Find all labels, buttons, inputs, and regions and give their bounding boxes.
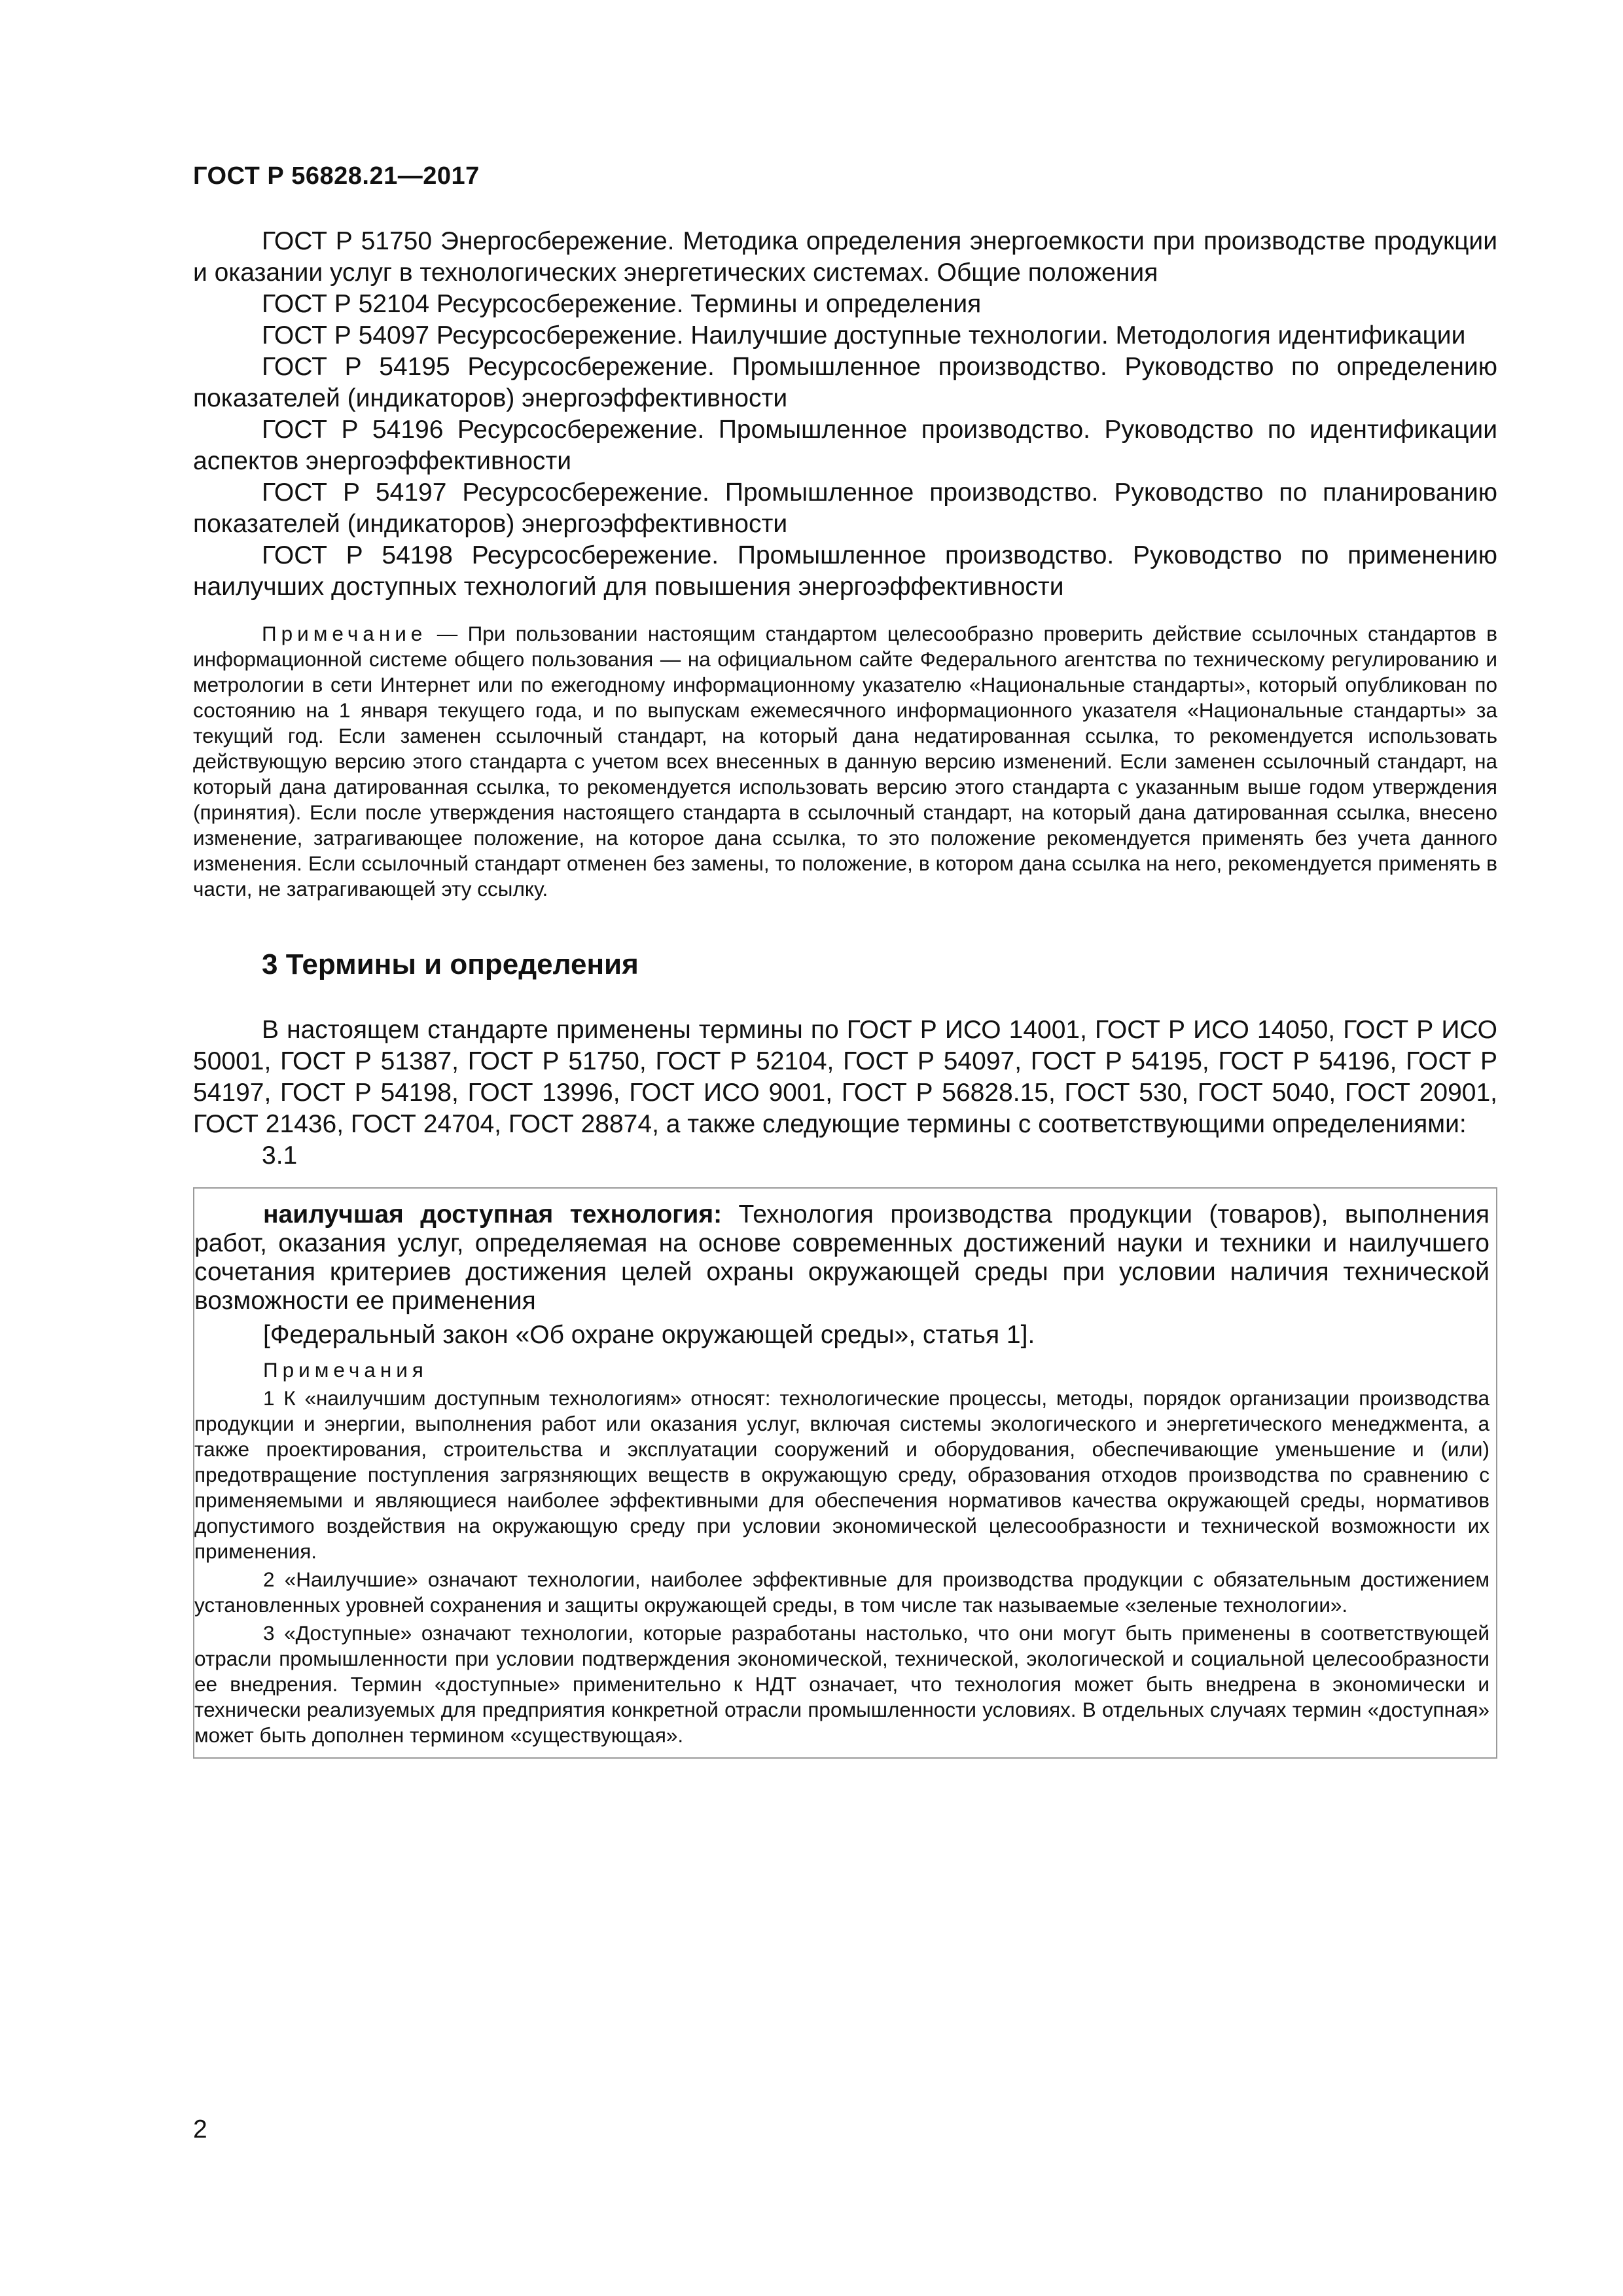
note-text: — При пользовании настоящим стандартом целесообразно проверить действие ссылочных стандартов в информационной системе общего пользования — на официальном сайте Федерального агентства по техническому регулированию и метрологии в сети Интернет или по ежегодному информационному указателю «Национальные стандарты», который опубликован по состоянию на 1 января текущего года, и по выпускам ежемесячного информационного указателя «Национальные стандарты» за текущий год. Если заменен ссылочный стандарт, на который дана недатированная ссылка, то рекомендуется использовать действующую версию этого стандарта с учетом всех внесенных в данную версию изменений. Если заменен ссылочный стандарт, на который дана датированная ссылка, то рекомендуется использовать версию этого стандарта с указанным выше годом утверждения (принятия). Если после утверждения настоящего стандарта в ссылочный стандарт, на который дана датированная ссылка, внесено изменение, затрагивающее положение, на которое дана ссылка, то это положение рекомендуется применять без учета данного изменения. Если ссылочный стандарт отменен без замены, то положение, в котором дана ссылка на него, рекомендуется применять в части, не затрагивающей эту ссылку.	[193, 622, 1497, 901]
reference-note	[193, 621, 1497, 902]
reference-item: ГОСТ Р 51750 Энергосбережение. Методика определения энергоемкости при производстве продукции и оказании услуг в технологических энергетических системах. Общие положения	[193, 227, 1497, 287]
reference-item: ГОСТ Р 54097 Ресурсосбережение. Наилучшие доступные технологии. Методология идентификации	[262, 321, 1466, 350]
reference-item: ГОСТ Р 54196 Ресурсосбережение. Промышленное производство. Руководство по идентификации аспектов энергоэффективности	[193, 416, 1497, 475]
term-note: 1 К «наилучшим доступным технологиям» относят: технологические процессы, методы, порядок организации производства продукции и энергии, выполнения работ или оказания услуг, включая системы экологического и энергетического менеджмента, а также проектирования, строительства и эксплуатации сооружений и оборудования, обеспечивающие уменьшение и (или) предотвращение поступления загрязняющих веществ в окружающую среду, образования отходов производства по сравнению с применяемыми и являющиеся наиболее эффективными для обеспечения нормативов качества окружающей среды, нормативов допустимого воздействия на окружающую среду при условии экономической целесообразности и технической возможности их применения.	[194, 1386, 1489, 1563]
reference-item: ГОСТ Р 52104 Ресурсосбережение. Термины и определения	[262, 290, 982, 318]
term-name: наилучшая доступная технология:	[263, 1200, 722, 1229]
note-label: Примечание	[262, 622, 427, 645]
reference-item: ГОСТ Р 54195 Ресурсосбережение. Промышленное производство. Руководство по определению показателей (индикаторов) энергоэффективности	[193, 353, 1497, 412]
term-definition	[194, 1200, 1489, 1316]
term-number: 3.1	[262, 1141, 298, 1170]
section-intro: В настоящем стандарте применены термины по ГОСТ Р ИСО 14001, ГОСТ Р ИСО 14050, ГОСТ Р ИСО 50001, ГОСТ Р 51387, ГОСТ Р 51750, ГОСТ Р 52104, ГОСТ Р 54097, ГОСТ Р 54195, ГОСТ Р 54196, ГОСТ Р 54197, ГОСТ Р 54198, ГОСТ 13996, ГОСТ ИСО 9001, ГОСТ Р 56828.15, ГОСТ 530, ГОСТ 5040, ГОСТ 20901, ГОСТ 21436, ГОСТ 24704, ГОСТ 28874, а также следующие термины с соответствующими определениями:	[193, 1016, 1497, 1138]
term-note: 3 «Доступные» означают технологии, которые разработаны настолько, что они могут быть применены в соответствующей отрасли промышленности при условии подтверждения экономической, технической, экологической и социальной целесообразности ее внедрения. Термин «доступные» применительно к НДТ означает, что технология может быть внедрена в экономически и технически реализуемых для предприятия конкретной отрасли промышленности условиях. В отдельных случаях термин «доступная» может быть дополнен термином «существующая».	[194, 1621, 1489, 1747]
term-definition-text: Технология производства продукции (товаров), выполнения работ, оказания услуг, определяемая на основе современных достижений науки и техники и наилучшего сочетания критериев достижения целей охраны окружающей среды при условии наличия технической возможности ее применения	[194, 1200, 1489, 1315]
page-number: 2	[193, 2115, 207, 2144]
reference-item: ГОСТ Р 54197 Ресурсосбережение. Промышленное производство. Руководство по планированию показателей (индикаторов) энергоэффективности	[193, 478, 1497, 538]
term-box	[193, 1187, 1497, 1759]
term-note: 2 «Наилучшие» означают технологии, наиболее эффективные для производства продукции с обязательным достижением установленных уровней сохранения и защиты окружающей среды, в том числе так называемые «зеленые технологии».	[194, 1568, 1489, 1617]
section-title: 3 Термины и определения	[262, 948, 639, 980]
term-source: [Федеральный закон «Об охране окружающей среды», статья 1].	[263, 1321, 1035, 1349]
page-header: ГОСТ Р 56828.21—2017	[193, 162, 480, 190]
reference-item: ГОСТ Р 54198 Ресурсосбережение. Промышленное производство. Руководство по применению наилучших доступных технологий для повышения энергоэффективности	[193, 541, 1497, 601]
notes-heading: Примечания	[263, 1358, 428, 1382]
page-content	[193, 226, 1497, 1759]
